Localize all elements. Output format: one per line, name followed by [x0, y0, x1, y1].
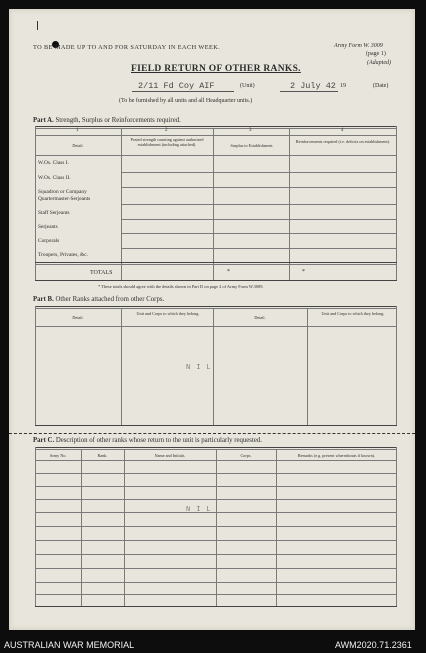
- header-reinforcements: Reinforcements required (i.e. deficits on establishment).: [295, 139, 391, 144]
- page-number: (page 1): [366, 51, 386, 57]
- date-underline: [280, 91, 338, 92]
- row-line: [121, 248, 396, 249]
- col-number-3: 3: [249, 128, 252, 133]
- table-b-top2: [35, 308, 397, 309]
- row-troopers: Troopers, Privates, &c.: [38, 252, 88, 258]
- c-row-line: [35, 473, 397, 474]
- totals-asterisk-reinforcements: *: [302, 269, 305, 275]
- row-line: [121, 219, 396, 220]
- col-number-2: 2: [165, 128, 168, 133]
- instruction-text: TO BE MADE UP TO AND FOR SATURDAY IN EACH WEEK.: [33, 44, 221, 51]
- table-b-right: [396, 306, 397, 426]
- table-c-bottom: [35, 606, 397, 607]
- c-row-line: [35, 499, 397, 500]
- unit-underline: [132, 91, 234, 92]
- footer-institution: AUSTRALIAN WAR MEMORIAL: [4, 640, 135, 650]
- part-a-label: Part A.: [33, 117, 54, 124]
- b-header-unit-2: Unit and Corps to which they belong.: [321, 311, 385, 316]
- part-b-heading: [33, 296, 164, 303]
- table-c-top: [35, 447, 397, 448]
- table-b-header-bottom: [35, 326, 397, 327]
- totals-label: TOTALS: [90, 270, 113, 276]
- unit-value: 2/11 Fd Coy AIF: [138, 81, 215, 91]
- part-c-label: Part C.: [33, 437, 55, 444]
- table-b-col4: [307, 308, 308, 426]
- c-header-rank: Rank.: [97, 453, 108, 458]
- row-wo-class-2: W.Os. Class II.: [38, 175, 71, 181]
- b-header-detail-2: Detail.: [254, 315, 266, 320]
- c-row-line: [35, 568, 397, 569]
- table-a-left: [35, 126, 36, 281]
- c-header-name: Name and Initials.: [154, 453, 186, 458]
- c-row-line: [35, 526, 397, 527]
- furnished-note: (To be furnished by all units and all Headquarter units.): [119, 98, 253, 104]
- table-a-header-bottom: [35, 155, 397, 156]
- totals-footnote: * These totals should agree with the details shown in Part D on page 2 of Army Form W.3009.: [98, 284, 264, 289]
- part-b-title: Other Ranks attached from other Corps.: [55, 296, 165, 303]
- row-cqms: Squadron or Company Quartermaster-Serjeants: [38, 189, 91, 202]
- table-b-left: [35, 306, 36, 426]
- table-a-numrow: [35, 135, 397, 136]
- unit-label: (Unit): [240, 83, 255, 89]
- b-header-unit-1: Unit and Corps to which they belong.: [136, 311, 200, 316]
- date-value: 2 July 42: [290, 81, 336, 91]
- part-a-title: Strength, Surplus or Reinforcements required.: [55, 117, 181, 124]
- part-c-nil: NIL: [186, 506, 217, 514]
- date-suffix: 19: [340, 83, 346, 89]
- c-header-remarks: Remarks (e.g. present whereabouts if known).: [297, 453, 376, 458]
- c-row-line: [35, 554, 397, 555]
- part-a-heading: [33, 117, 181, 124]
- totals-top: [35, 262, 397, 263]
- pencil-mark: [37, 21, 38, 30]
- table-b-col2: [121, 308, 122, 426]
- date-label: (Date): [373, 83, 389, 89]
- c-row-line: [35, 540, 397, 541]
- row-line: [121, 187, 396, 188]
- c-header-army-no: Army No.: [49, 453, 67, 458]
- row-corporals: Corporals: [38, 238, 60, 244]
- part-b-label: Part B.: [33, 296, 54, 303]
- totals-asterisk-surplus: *: [227, 269, 230, 275]
- footer-accession-number: AWM2020.71.2361: [335, 640, 412, 650]
- c-row-line: [35, 582, 397, 583]
- row-line: [121, 172, 396, 173]
- row-serjeants: Serjeants: [38, 224, 58, 230]
- table-a-right: [396, 126, 397, 281]
- totals-top2: [35, 264, 397, 265]
- header-detail: Detail.: [72, 143, 84, 148]
- c-header-corps: Corps.: [240, 453, 252, 458]
- form-number: Army Form W. 3009: [334, 43, 383, 49]
- table-a-top: [35, 126, 397, 127]
- row-wo-class-1: W.Os. Class I.: [38, 160, 69, 166]
- part-b-nil: NIL: [186, 364, 217, 372]
- row-staff-serjeants: Staff Serjeants: [38, 210, 70, 216]
- adapted-label: (Adapted): [367, 60, 391, 66]
- table-b-top: [35, 306, 397, 307]
- table-a-bottom: [35, 280, 397, 281]
- perforation-line: [9, 433, 415, 434]
- header-posted-strength: Posted strength counting against authorized establishment (including attached).: [130, 137, 204, 147]
- c-row-line: [35, 594, 397, 595]
- table-b-bottom: [35, 425, 397, 426]
- form-title: FIELD RETURN OF OTHER RANKS.: [131, 64, 301, 74]
- col-number-4: 4: [341, 128, 344, 133]
- part-c-title: Description of other ranks whose return to the unit is particularly requested.: [55, 437, 262, 444]
- header-surplus: Surplus to Establishment.: [230, 143, 274, 148]
- c-row-line: [35, 486, 397, 487]
- b-header-detail-1: Detail.: [72, 315, 84, 320]
- row-line: [121, 233, 396, 234]
- part-c-heading: [33, 437, 262, 444]
- row-line: [121, 204, 396, 205]
- col-number-1: 1: [76, 128, 79, 133]
